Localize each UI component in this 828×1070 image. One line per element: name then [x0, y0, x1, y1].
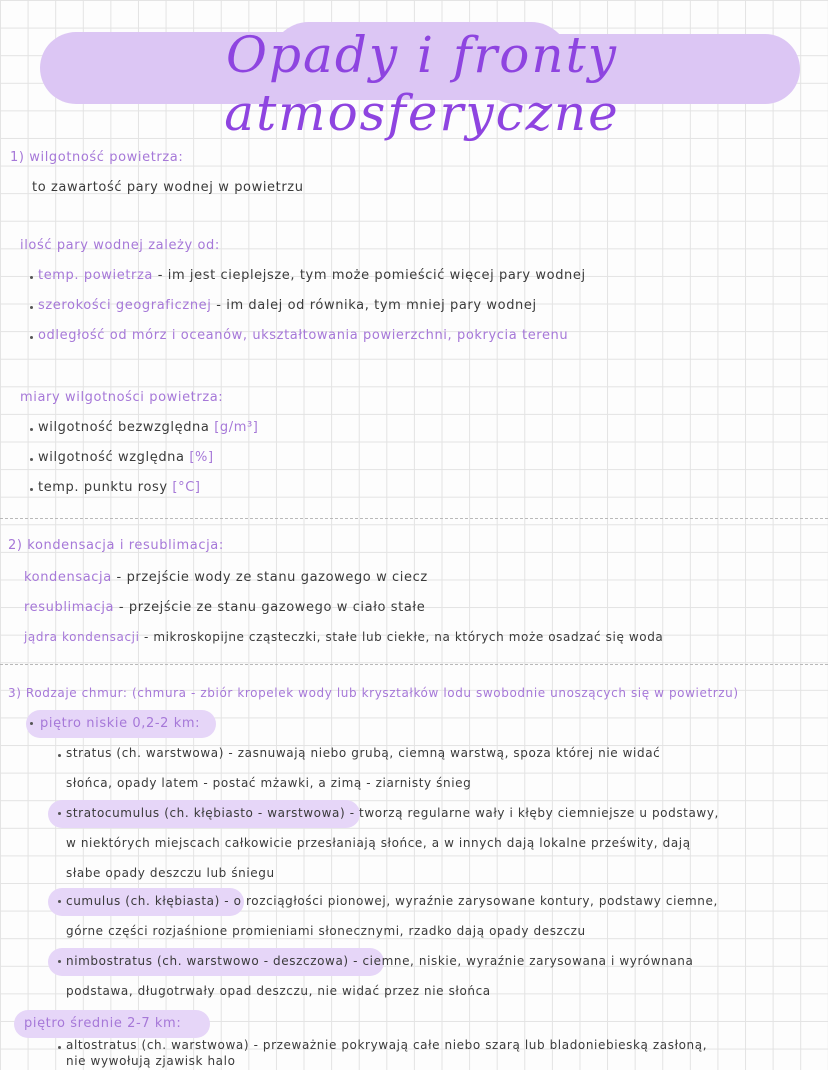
divider: [0, 518, 828, 519]
list-item: [38, 420, 258, 435]
cloud-item: [66, 954, 693, 968]
list-item: [38, 450, 214, 465]
item-text: wilgotność względna: [38, 450, 185, 465]
section-heading: 2) kondensacja i resublimacja:: [8, 538, 224, 553]
cloud-item: [66, 746, 660, 760]
cloud-item: [66, 806, 719, 820]
list-item: [24, 570, 428, 585]
cloud-desc-cont: w niektórych miejscach całkowicie przesłaniają słońce, a w innych dają lokalne prześwity, dają: [66, 836, 691, 850]
page-title: Opady i fronty atmosferyczne: [224, 26, 620, 142]
cloud-desc-cont: górne części rozjaśnione promieniami słonecznymi, rzadko dają opady deszczu: [66, 924, 586, 938]
cloud-name: altostratus (ch. warstwowa): [66, 1038, 250, 1052]
item-text: temp. punktu rosy: [38, 480, 168, 495]
item-text: - przejście ze stanu gazowego w ciało stałe: [118, 600, 426, 615]
bullet: [30, 306, 33, 309]
item-text: wilgotność bezwzględna: [38, 420, 210, 435]
title-area: [40, 14, 800, 142]
term: jądra kondensacji: [24, 630, 140, 644]
item-text: od mórz i oceanów, ukształtowania powierzchni, pokrycia terenu: [109, 328, 569, 343]
tier-heading: piętro średnie 2-7 km:: [24, 1016, 182, 1031]
item-text: - mikroskopijne cząsteczki, stałe lub ciekłe, na których może osadzać się woda: [143, 630, 664, 644]
list-item: [38, 328, 568, 343]
cloud-name: cumulus (ch. kłębiasta): [66, 894, 220, 908]
cloud-desc-cont: podstawa, długotrwały opad deszczu, nie widać przez nie słońca: [66, 984, 491, 998]
item-text: - przejście wody ze stanu gazowego w ciecz: [116, 570, 428, 585]
cloud-desc: - tworzą regularne wały i kłęby ciemniejsze u podstawy,: [349, 806, 719, 820]
list-item: [24, 600, 425, 615]
cloud-item: [66, 894, 718, 908]
bullet: [58, 900, 61, 903]
item-text: - im jest cieplejsze, tym może pomieścić więcej pary wodnej: [157, 268, 586, 283]
unit: [%]: [189, 450, 214, 465]
bullet: [58, 1046, 61, 1049]
bullet: [58, 754, 61, 757]
bullet: [58, 960, 61, 963]
cloud-name: stratocumulus (ch. kłębiasto - warstwowa): [66, 806, 346, 820]
item-text: - im dalej od równika, tym mniej pary wodnej: [216, 298, 537, 313]
list-item: [38, 298, 537, 313]
section-heading: 1) wilgotność powietrza:: [10, 150, 184, 165]
bullet: [30, 428, 33, 431]
heading-note: (chmura - zbiór kropelek wody lub kryształków lodu swobodnie unoszących się w powietrzu): [131, 686, 739, 700]
bullet: [30, 458, 33, 461]
subheading: miary wilgotności powietrza:: [20, 390, 224, 405]
cloud-desc: - zasnuwają niebo grubą, ciemną warstwą, spoza której nie widać: [228, 746, 661, 760]
cloud-desc: - o rozciągłości pionowej, wyraźnie zarysowane kontury, podstawy ciemne,: [224, 894, 718, 908]
term: szerokości geograficznej: [38, 298, 212, 313]
cloud-desc-cont: słabe opady deszczu lub śniegu: [66, 866, 275, 880]
cloud-name: nimbostratus (ch. warstwowo - deszczowa): [66, 954, 349, 968]
list-item: [38, 480, 201, 495]
term: kondensacja: [24, 570, 112, 585]
list-item: [38, 268, 586, 283]
divider: [0, 664, 828, 665]
bullet: [30, 276, 33, 279]
definition: to zawartość pary wodnej w powietrzu: [32, 180, 304, 195]
heading-label: 3) Rodzaje chmur:: [8, 686, 128, 700]
unit: [°C]: [172, 480, 201, 495]
term: temp. powietrza: [38, 268, 153, 283]
cloud-desc: - ciemne, niskie, wyraźnie zarysowana i wyrównana: [353, 954, 694, 968]
bullet: [58, 812, 61, 815]
unit: [g/m³]: [214, 420, 259, 435]
section-heading: [8, 686, 739, 700]
bullet: [30, 336, 33, 339]
list-item: [24, 630, 663, 644]
bullet: [30, 488, 33, 491]
cloud-desc: - przeważnie pokrywają całe niebo szarą lub bladoniebieską zasłoną,: [253, 1038, 708, 1052]
cloud-desc-cont: słońca, opady latem - postać mżawki, a zimą - ziarnisty śnieg: [66, 776, 472, 790]
tier-heading: piętro niskie 0,2-2 km:: [40, 716, 201, 731]
cloud-name: stratus (ch. warstwowa): [66, 746, 224, 760]
term: odległość: [38, 328, 106, 343]
term: resublimacja: [24, 600, 115, 615]
cloud-item: [66, 1038, 707, 1052]
cloud-desc-cont: nie wywołują zjawisk halo: [66, 1054, 236, 1068]
bullet: [30, 722, 33, 725]
subheading: ilość pary wodnej zależy od:: [20, 238, 220, 253]
